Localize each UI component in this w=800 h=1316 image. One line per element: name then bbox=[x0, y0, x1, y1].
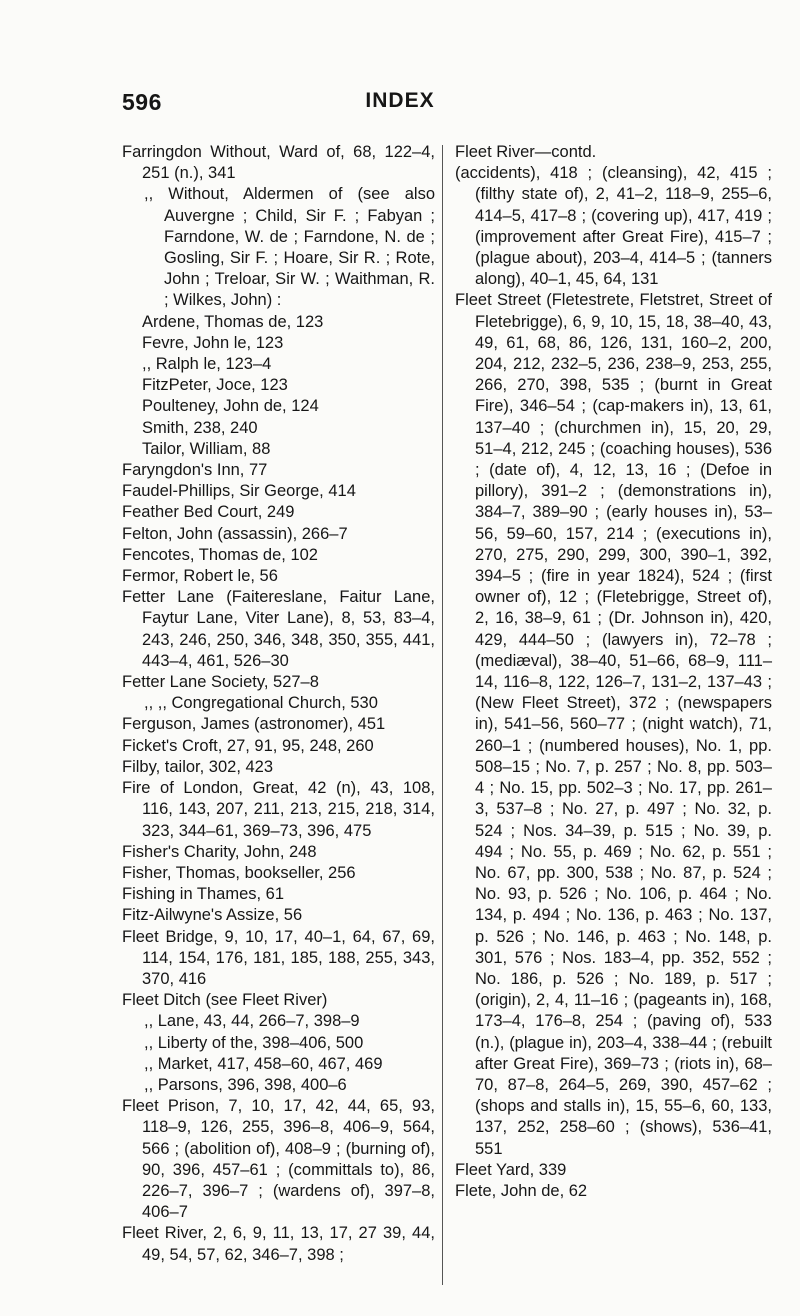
index-entry: Fevre, John le, 123 bbox=[142, 333, 284, 352]
index-entry: Flete, John de, 62 bbox=[455, 1181, 588, 1200]
index-entry: ,, Parsons, 396, 398, 400–6 bbox=[144, 1075, 347, 1094]
index-entry: ,, ,, Congregational Church, 530 bbox=[144, 694, 378, 713]
index-entry: Ardene, Thomas de, 123 bbox=[142, 312, 324, 331]
index-entry: Fetter Lane Society, 527–8 bbox=[122, 673, 319, 692]
index-entry: ,, Lane, 43, 44, 266–7, 398–9 bbox=[144, 1012, 360, 1031]
index-entry: Feather Bed Court, 249 bbox=[122, 503, 295, 522]
index-entry: Fisher's Charity, John, 248 bbox=[122, 842, 317, 861]
index-column-right bbox=[455, 142, 772, 1202]
index-entry: Fleet River, 2, 6, 9, 11, 13, 17, 27 39, 44, 49, 54, 57, 62, 346–7, 398 ; bbox=[122, 1224, 435, 1264]
index-entry: Fleet Ditch (see Fleet River) bbox=[122, 991, 328, 1010]
index-entry: Fleet Yard, 339 bbox=[455, 1160, 567, 1179]
index-entry: Fleet Street (Fletestrete, Fletstret, Street of Fletebrigge), 6, 9, 10, 15, 18, 38–40, 43, 49, 61, 68, 86, 126, 131, 160–2, 200, 204, 212, 232–5, 236, 238–9, 253, 255, 266, 270, 398, 535 ; (burnt in Great Fire), 346–54 ; (cap-makers in), 13, 61, 137–40 ; (churchmen in), 15, 20, 29, 51–4, 212, 245 ; (coaching houses), 536 ; (date of), 4, 12, 13, 16 ; (Defoe in pillory), 391–2 ; (demonstrations in), 384–7, 389–90 ; (early houses in), 53–56, 59–60, 157, 214 ; (executions in), 270, 275, 290, 299, 300, 390–1, 392, 394–5 ; (fire in year 1824), 524 ; (first owner of), 12 ; (Fletebrigge, Street of), 2, 16, 38–9, 61 ; (Dr. Johnson in), 420, 429, 444–50 ; (lawyers in), 72–78 ; (mediæval), 38–40, 51–66, 68–9, 111–14, 116–8, 122, 126–7, 131–2, 137–43 ; (New Fleet Street), 372 ; (newspapers in), 541–56, 560–77 ; (night watch), 71, 260–1 ; (numbered houses), No. 1, pp. 508–15 ; No. 7, p. 257 ; No. 8, pp. 503–4 ; No. 15, pp. 502–3 ; No. 17, pp. 261–3, 537–8 ; No. 27, p. 497 ; No. 32, p. 524 ; Nos. 34–39, p. 515 ; No. 39, p. 494 ; No. 55, p. 469 ; No. 62, p. 551 ; No. 67, pp. 300, 538 ; No. 87, p. 524 ; No. 93, p. 526 ; No. 106, p. 464 ; No. 134, p. 494 ; No. 136, p. 463 ; No. 137, p. 526 ; No. 146, p. 463 ; No. 148, p. 301, 576 ; Nos. 183–4, pp. 352, 552 ; No. 186, p. 526 ; No. 189, p. 517 ; (origin), 2, 4, 11–16 ; (pageants in), 168, 173–4, 176–8, 254 ; (paving of), 533 (n.), (plague in), 203–4, 338–44 ; (rebuilt after Great Fire), 369–73 ; (riots in), 68–70, 87–8, 264–5, 269, 390, 457–62 ; (shops and stalls in), 15, 55–6, 60, 133, 137, 252, 258–60 ; (shows), 536–41, 551 bbox=[455, 291, 772, 1158]
index-entry: Smith, 238, 240 bbox=[142, 418, 258, 437]
page-header bbox=[0, 89, 800, 129]
index-entry: Farringdon Without, Ward of, 68, 122–4, 251 (n.), 341 bbox=[122, 143, 435, 183]
index-entry: ,, Without, Aldermen of (see also Auvergne ; Child, Sir F. ; Fabyan ; Farndone, W. de ; Farndone, N. de ; Gosling, Sir F. ; Hoare, Sir R. ; Rote, John ; Treloar, Sir W. ; Waithman, R. ; Wilkes, John) : bbox=[144, 185, 435, 310]
index-entry: Ferguson, James (astronomer), 451 bbox=[122, 715, 386, 734]
index-column-left bbox=[122, 142, 435, 1266]
index-entry: FitzPeter, Joce, 123 bbox=[142, 376, 288, 395]
index-entry: Felton, John (assassin), 266–7 bbox=[122, 524, 348, 543]
index-entry: Ficket's Croft, 27, 91, 95, 248, 260 bbox=[122, 736, 374, 755]
index-entry: Faryngdon's Inn, 77 bbox=[122, 461, 268, 480]
index-entry: Faudel-Phillips, Sir George, 414 bbox=[122, 482, 356, 501]
index-entry: Fetter Lane (Faitereslane, Faitur Lane, Faytur Lane, Viter Lane), 8, 53, 83–4, 243, 246, 250, 346, 348, 350, 355, 441, 443–4, 461, 526–30 bbox=[122, 588, 435, 670]
index-entry: Fitz-Ailwyne's Assize, 56 bbox=[122, 906, 303, 925]
index-entry: Fleet Bridge, 9, 10, 17, 40–1, 64, 67, 69, 114, 154, 176, 181, 185, 188, 255, 343, 370, 416 bbox=[122, 927, 435, 988]
index-entry: Filby, tailor, 302, 423 bbox=[122, 757, 274, 776]
index-entry: Fire of London, Great, 42 (n), 43, 108, 116, 143, 207, 211, 213, 215, 218, 314, 323, 344–61, 369–73, 396, 475 bbox=[122, 779, 435, 840]
index-entry: ,, Ralph le, 123–4 bbox=[142, 355, 272, 374]
index-entry: (accidents), 418 ; (cleansing), 42, 415 ; (filthy state of), 2, 41–2, 118–9, 255–6, 414–5, 417–8 ; (covering up), 417, 419 ; (improvement after Great Fire), 415–7 ; (plague about), 203–4, 414–5 ; (tanners along), 40–1, 45, 64, 131 bbox=[455, 164, 772, 289]
page-title: INDEX bbox=[365, 89, 435, 112]
index-entry: Fleet Prison, 7, 10, 17, 42, 44, 65, 93, 118–9, 126, 255, 396–8, 406–9, 564, 566 ; (abolition of), 408–9 ; (burning of), 90, 396, 457–61 ; (committals to), 86, 226–7, 396–7 ; (wardens of), 397–8, 406–7 bbox=[122, 1097, 435, 1222]
index-entry: ,, Market, 417, 458–60, 467, 469 bbox=[144, 1054, 383, 1073]
index-entry: Fleet River—contd. bbox=[455, 143, 597, 161]
index-entry: Fencotes, Thomas de, 102 bbox=[122, 545, 318, 564]
index-entry: Tailor, William, 88 bbox=[142, 439, 271, 458]
index-entry: ,, Liberty of the, 398–406, 500 bbox=[144, 1033, 364, 1052]
page-number: 596 bbox=[122, 89, 162, 115]
index-entry: Fishing in Thames, 61 bbox=[122, 885, 285, 904]
index-entry: Poulteney, John de, 124 bbox=[142, 397, 319, 416]
index-entry: Fisher, Thomas, bookseller, 256 bbox=[122, 863, 356, 882]
column-divider bbox=[442, 145, 443, 1285]
index-entry: Fermor, Robert le, 56 bbox=[122, 567, 278, 586]
